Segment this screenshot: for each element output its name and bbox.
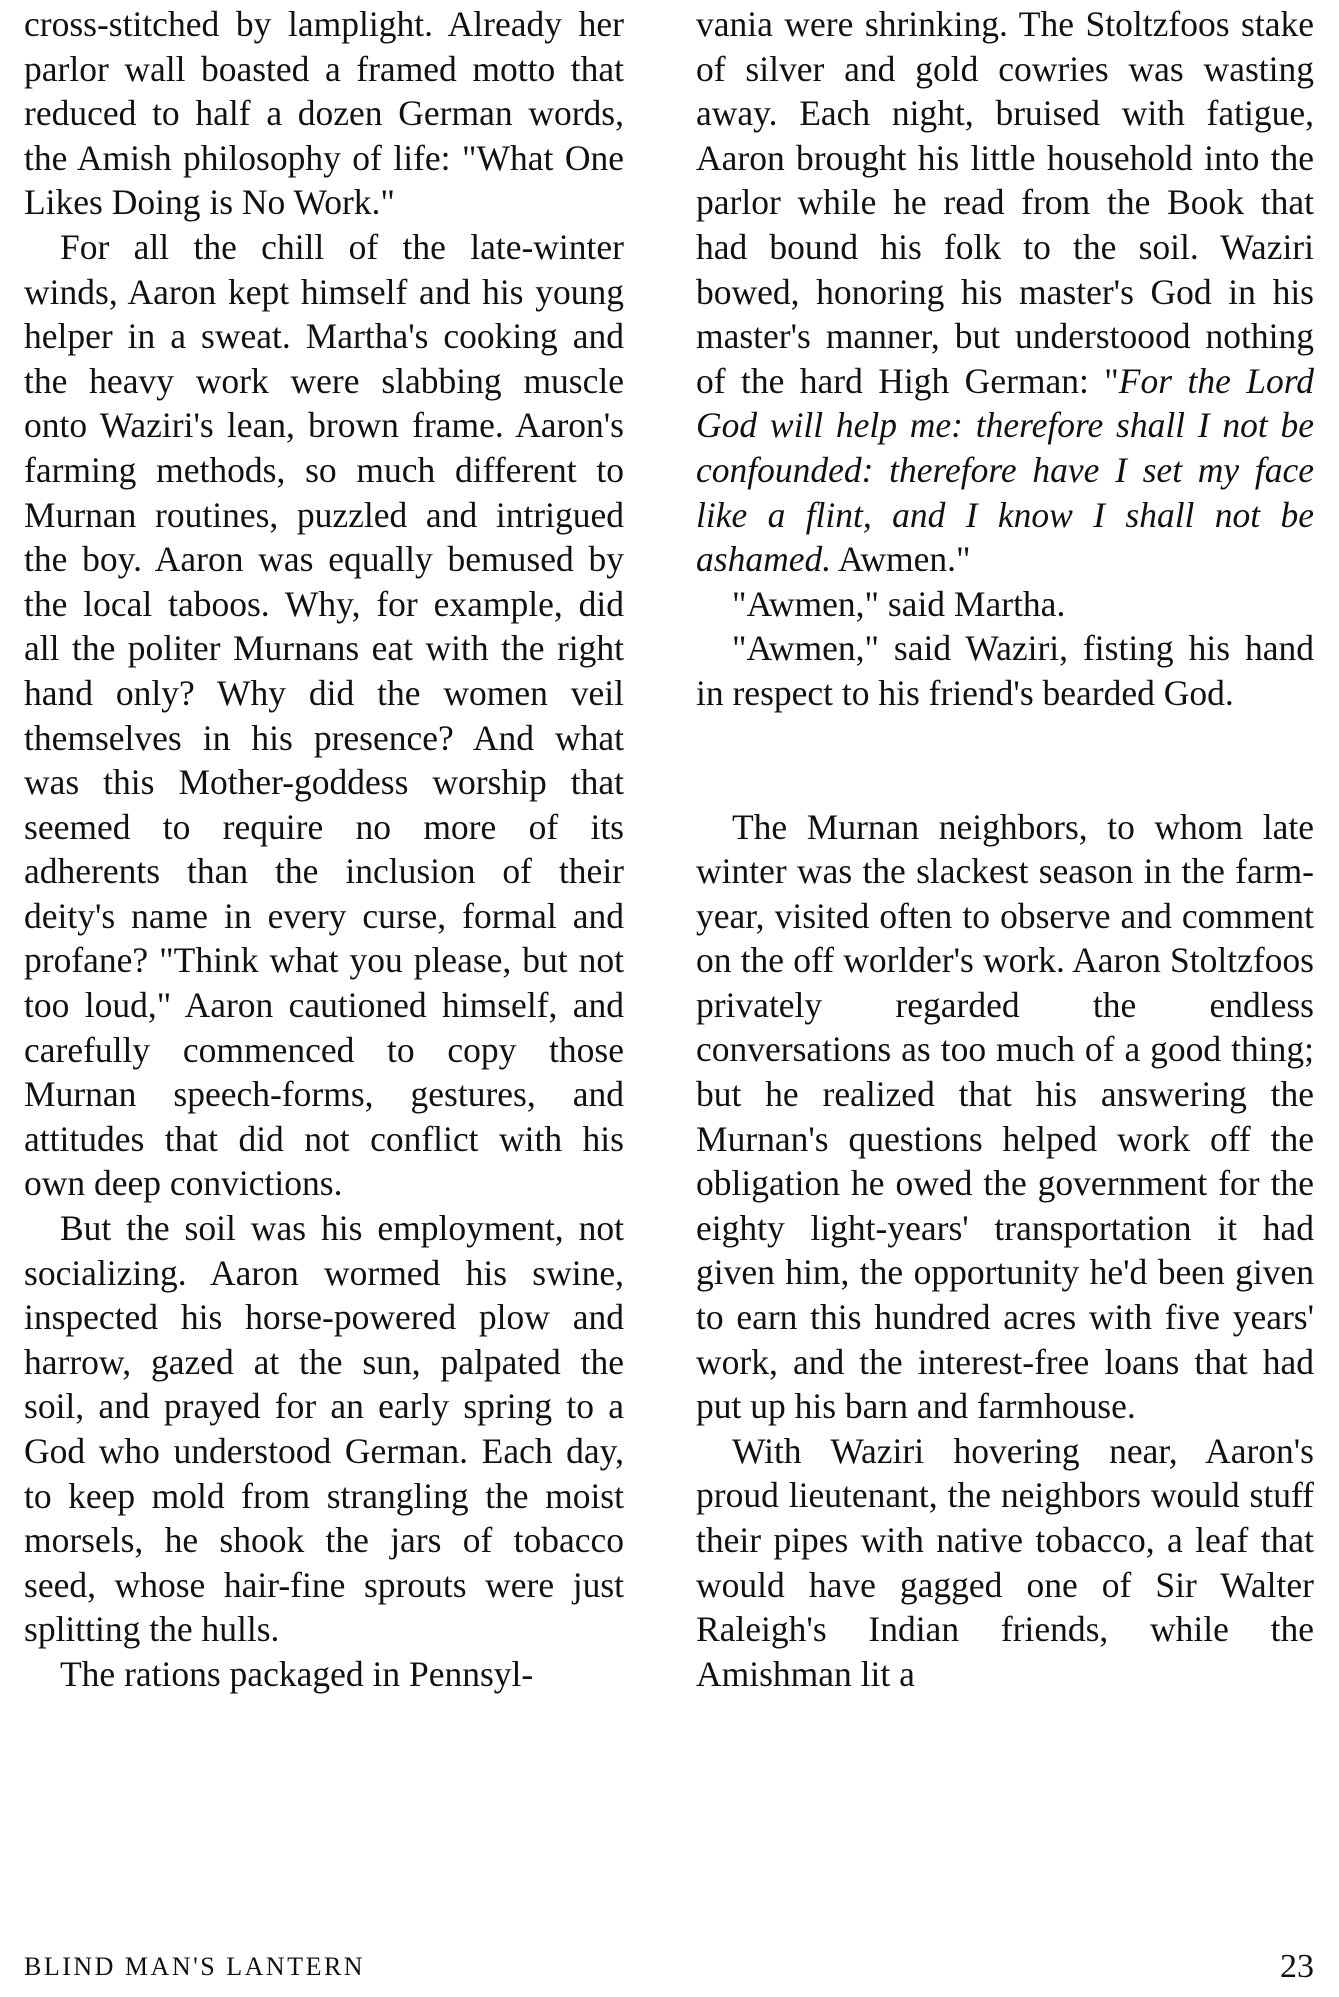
paragraph: "Awmen," said Martha. <box>732 583 1066 624</box>
running-title: BLIND MAN'S LANTERN <box>24 1952 366 1981</box>
paragraph-text: vania were shrinking. The Stoltzfoos stake of silver and gold cowries was wasting away. Each night, bruised with fatigue, Aaron brought his little household into the parlor while he read from the Book that had bound his folk to the soil. Waziri bowed, honoring his master's God in his master's manner, but understoood nothing of the hard High German: " <box>696 4 1314 401</box>
scripture-quote: For the Lord God will help me: therefore shall I not be confounded: therefore have I set my face like a flint, and I know I shall not be ashamed. <box>696 360 1314 580</box>
right-column <box>696 2 1314 1696</box>
page-footer <box>24 1948 1314 1988</box>
paragraph-text: Awmen." <box>831 539 971 580</box>
left-column <box>24 2 624 1697</box>
paragraph: The rations packaged in Pennsyl- <box>60 1653 534 1694</box>
paragraph: With Waziri hovering near, Aaron's proud lieutenant, the neighbors would stuff their pipes with native tobacco, a leaf that would have gagged one of Sir Walter Raleigh's Indian friends, while the Amishman lit a <box>696 1430 1314 1694</box>
paragraph: "Awmen," said Waziri, fisting his hand in respect to his friend's bearded God. <box>696 628 1314 713</box>
paragraph: cross-stitched by lamplight. Already her parlor wall boasted a framed motto that reduced to half a dozen German words, the Amish philosophy of life: "What One Likes Doing is No Work." <box>24 4 624 223</box>
paragraph: The Murnan neighbors, to whom late winter was the slackest season in the farm-year, visited often to observe and comment on the off worlder's work. Aaron Stoltzfoos privately regarded the endless conversations as too much of a good thing; but he realized that his answering the Murnan's questions helped work off the obligation he owed the government for the eighty light-years' transportation it had given him, the opportunity he'd been given to earn this hundred acres with five years' work, and the interest-free loans that had put up his barn and farmhouse. <box>696 806 1314 1427</box>
paragraph: But the soil was his employment, not socializing. Aaron wormed his swine, inspected his horse-powered plow and harrow, gazed at the sun, palpated the soil, and prayed for an early spring to a God who understood German. Each day, to keep mold from strangling the moist morsels, he shook the jars of tobacco seed, whose hair-fine sprouts were just splitting the hulls. <box>24 1208 624 1650</box>
paragraph <box>696 2 1314 582</box>
page-number: 23 <box>1280 1948 1314 1985</box>
paragraph: For all the chill of the late-winter winds, Aaron kept himself and his young helper in a sweat. Martha's cooking and the heavy work were slabbing muscle onto Waziri's lean, brown frame. Aaron's farming methods, so much different to Murnan routines, puzzled and intrigued the boy. Aaron was equally bemused by the local taboos. Why, for example, did all the politer Murnans eat with the right hand only? Why did the women veil themselves in his presence? And what was this Mother-goddess worship that seemed to require no more of its adherents than the inclusion of their deity's name in every curse, formal and profane? "Think what you please, but not too loud," Aaron cautioned himself, and carefully commenced to copy those Murnan speech-forms, gestures, and attitudes that did not conflict with his own deep convictions. <box>24 226 624 1204</box>
